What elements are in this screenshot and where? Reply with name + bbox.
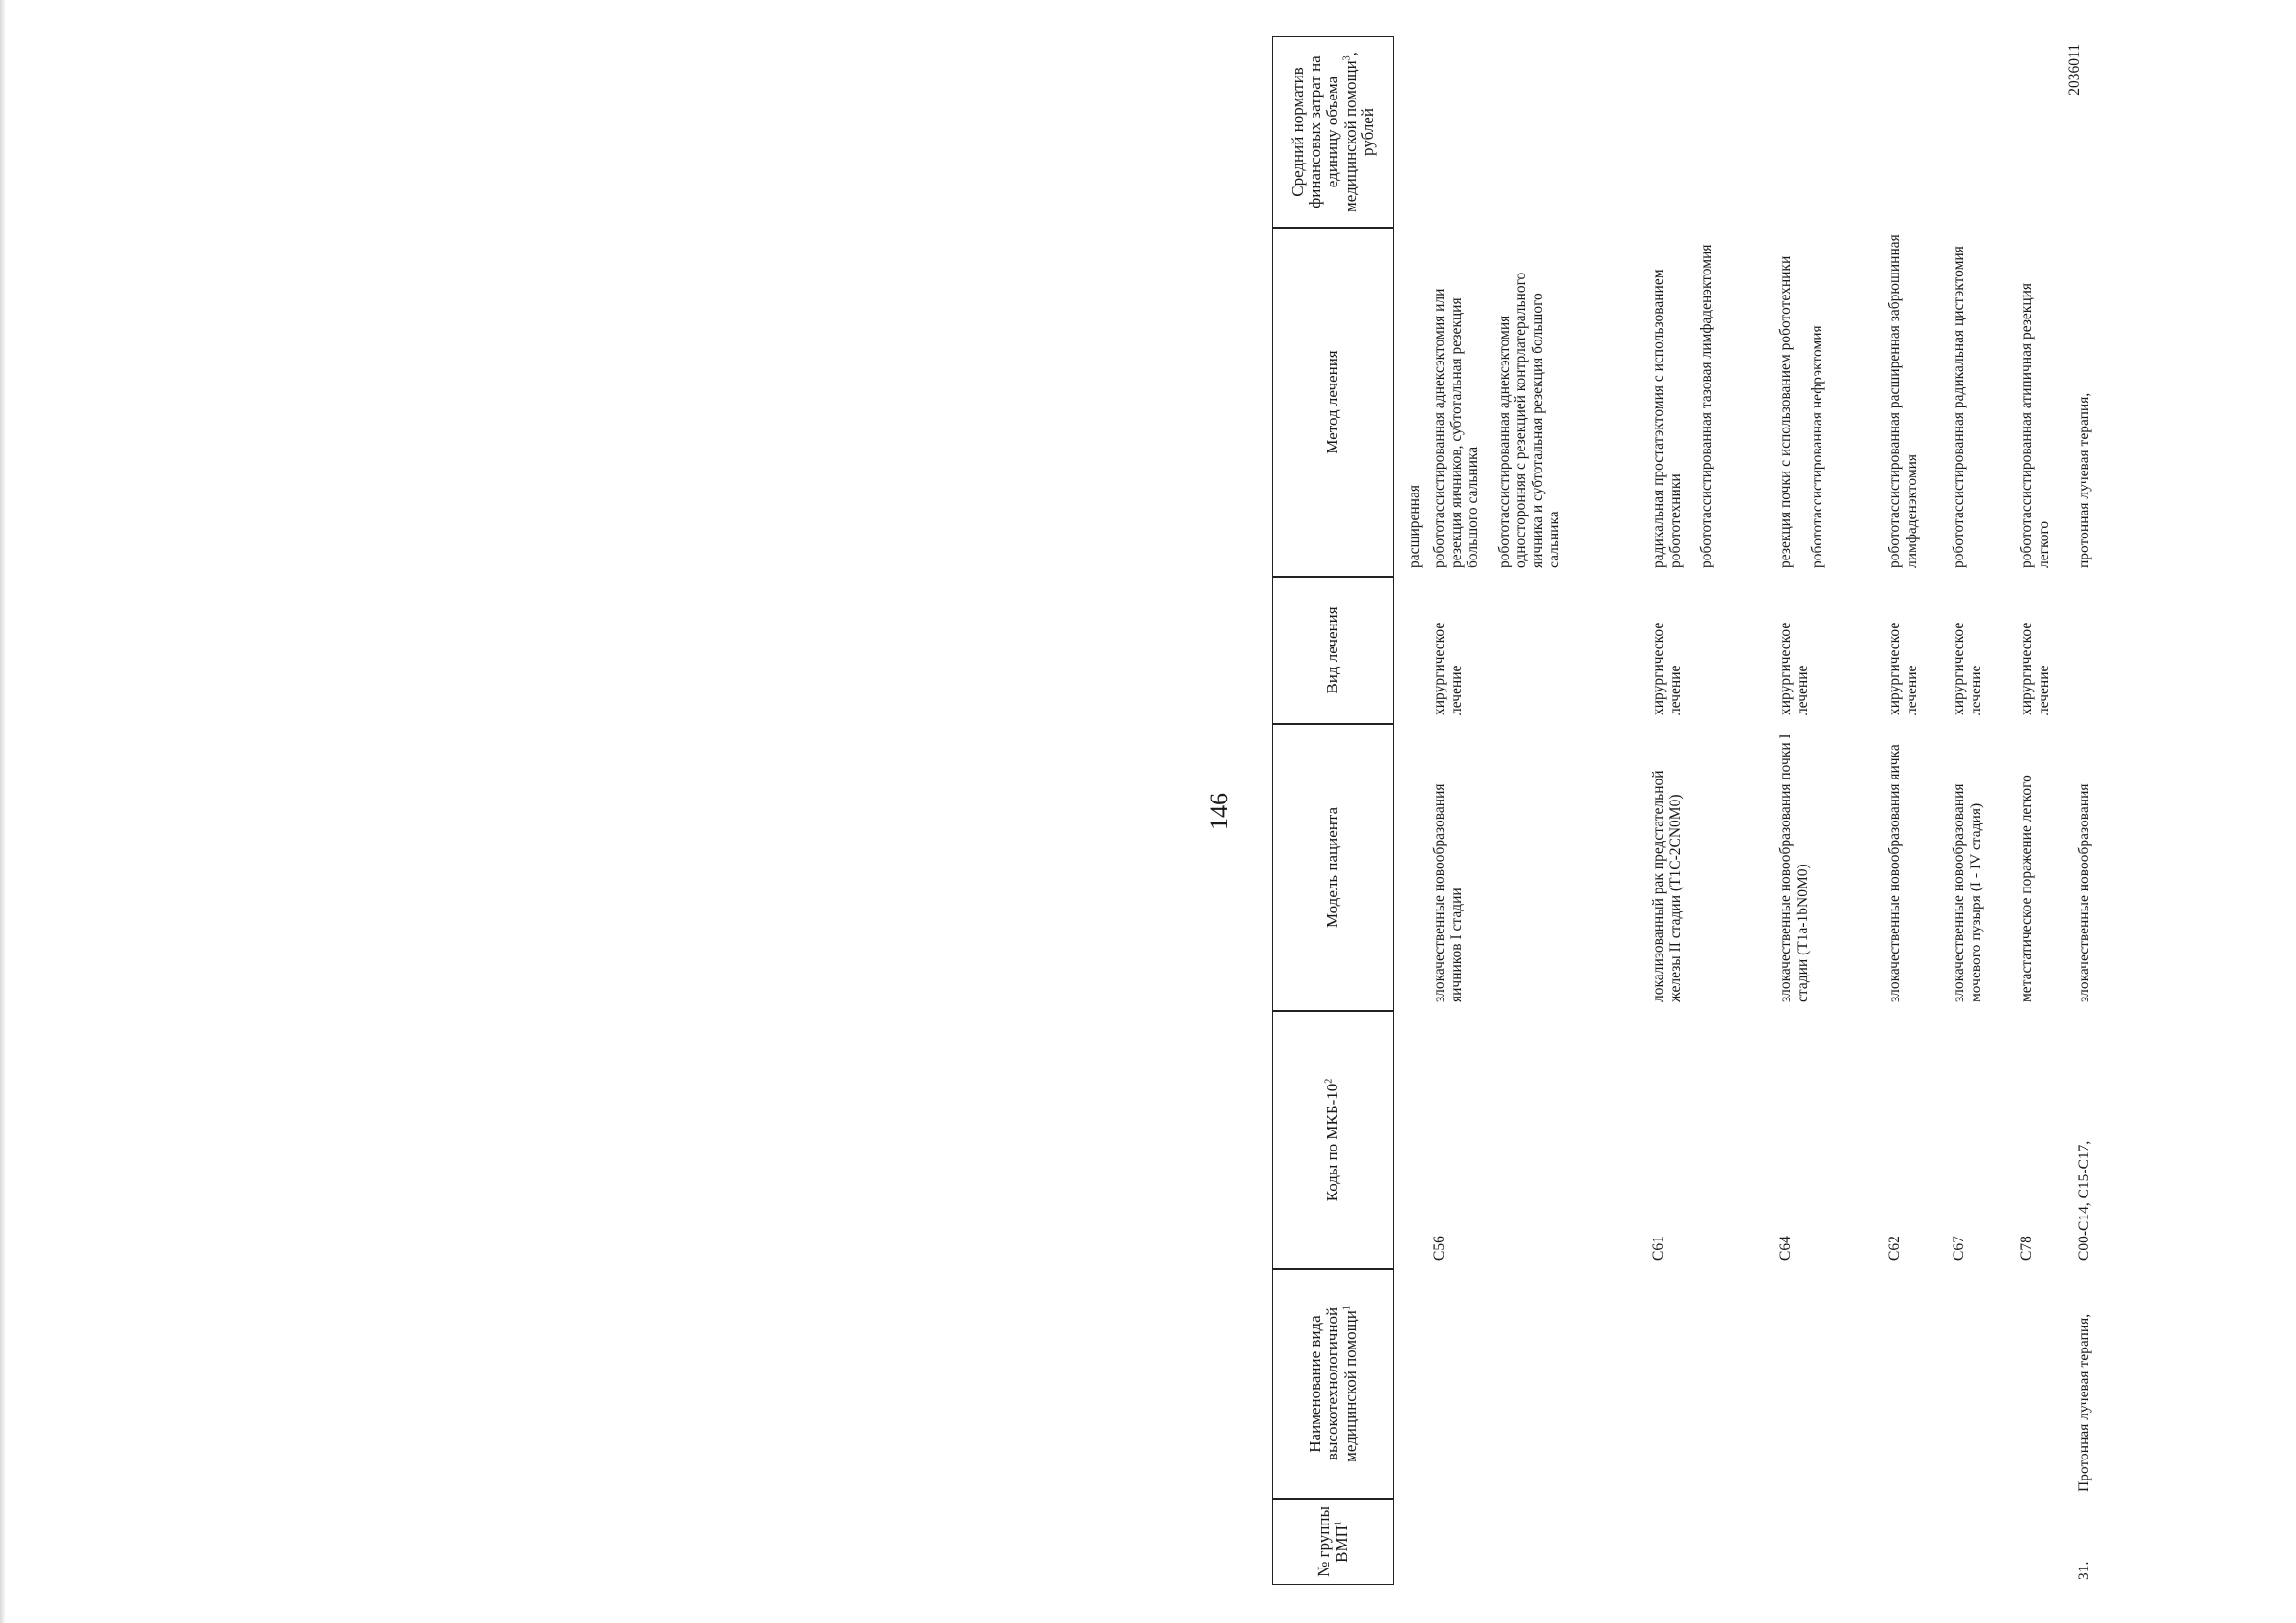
treatment-methods	[1431, 233, 1578, 568]
table-body	[1394, 34, 2114, 1584]
scan-edge	[0, 0, 6, 1623]
treatment-methods	[1650, 233, 1730, 568]
treatment-method: робототассистированная атипичная резекция легкого	[2019, 282, 2052, 568]
table-row	[1431, 34, 1650, 1584]
patient-model: локализованный рак предстательной железы II стадии (T1C-2CN0M0)	[1650, 770, 1684, 1002]
treatment-type: хирургическое лечение	[2019, 622, 2052, 715]
page-number: 146	[1205, 793, 1233, 830]
treatment-type: хирургическое лечение	[1431, 622, 1465, 715]
cost-value: 2036011	[2066, 44, 2083, 96]
treatment-method: резекция почки с использованием робототехники	[1777, 255, 1794, 568]
header-treatment-type: Вид лечения	[1272, 577, 1394, 724]
mkb-code: C62	[1887, 1236, 1903, 1261]
table-row	[1777, 34, 1887, 1584]
treatment-methods	[2076, 233, 2108, 568]
table-row	[2066, 34, 2114, 1584]
treatment-type: хирургическое лечение	[1777, 622, 1811, 715]
vmp-name: Протонная лучевая терапия,	[2076, 1313, 2092, 1492]
mkb-code: C61	[1650, 1236, 1667, 1261]
treatment-method: робототассистированная аднексэктомия или резекция яичников, субтотальная резекция большого сальника	[1431, 288, 1481, 568]
treatment-method: радикальная простатэктомия с использованием робототехники	[1650, 269, 1684, 568]
treatment-method: робототассистированная расширенная забрюшинная лимфаденэктомия	[1887, 234, 1920, 568]
mkb-code: C00-C14, C15-C17,	[2076, 1140, 2092, 1261]
table-row	[1951, 34, 2019, 1584]
table-row	[1394, 34, 1431, 1584]
header-mkb-codes: Коды по МКБ-$10^2$	[1272, 1011, 1394, 1269]
treatment-type: хирургическое лечение	[1951, 622, 1984, 715]
treatment-method: робототассистированная аднексэктомия односторонняя с резекцией контрлатерального яичника и субтотальная резекция большого сальника	[1495, 272, 1562, 568]
patient-model: метастатическое поражение легкого	[2019, 775, 2035, 1002]
header-cost-standard: Средний норматив финансовых затрат на единицу объема медицинской помощи$^3$, рублей	[1272, 36, 1394, 228]
group-number: 31.	[2076, 1561, 2092, 1580]
mkb-code: C64	[1777, 1236, 1794, 1261]
patient-model: злокачественные новообразования	[2076, 783, 2092, 1002]
patient-model: злокачественные новообразования яичников I стадии	[1431, 783, 1465, 1002]
header-treatment-method: Метод лечения	[1272, 228, 1394, 577]
treatment-methods	[1777, 233, 1840, 568]
treatment-methods	[2019, 233, 2066, 568]
treatment-type: хирургическое лечение	[1887, 622, 1920, 715]
treatment-methods	[1951, 233, 1982, 568]
table-row	[2019, 34, 2076, 1584]
treatment-method: робототассистированная нефрэктомия	[1808, 325, 1825, 568]
method-continuation: расширенная	[1406, 485, 1423, 568]
mkb-code: C78	[2019, 1236, 2035, 1261]
header-group-number: № группы ВМП$^1$	[1272, 1499, 1394, 1585]
table-row	[1650, 34, 1777, 1584]
treatment-method: робототассистированная радикальная цистэктомия	[1951, 246, 1967, 568]
treatment-methods	[1887, 233, 1934, 568]
page	[1148, 0, 2296, 1623]
header-vmp-name: Наименование вида высокотехнологичной медицинской помощи$^1$	[1272, 1269, 1394, 1499]
mkb-code: C67	[1951, 1236, 1967, 1261]
services-table	[1272, 34, 2296, 1584]
treatment-type: хирургическое лечение	[1650, 622, 1684, 715]
mkb-code: C56	[1431, 1236, 1447, 1261]
treatment-method: робототассистированная тазовая лимфаденэктомия	[1698, 244, 1714, 568]
patient-model: злокачественные новообразования мочевого пузыря (I - IV стадия)	[1951, 783, 1984, 1002]
patient-model: злокачественные новообразования яичка	[1887, 744, 1903, 1002]
patient-model: злокачественные новообразования почки I стадии (T1a-1bN0M0)	[1777, 734, 1811, 1002]
header-patient-model: Модель пациента	[1272, 724, 1394, 1011]
table-row	[1887, 34, 1951, 1584]
treatment-method: протонная лучевая терапия,	[2076, 392, 2092, 568]
